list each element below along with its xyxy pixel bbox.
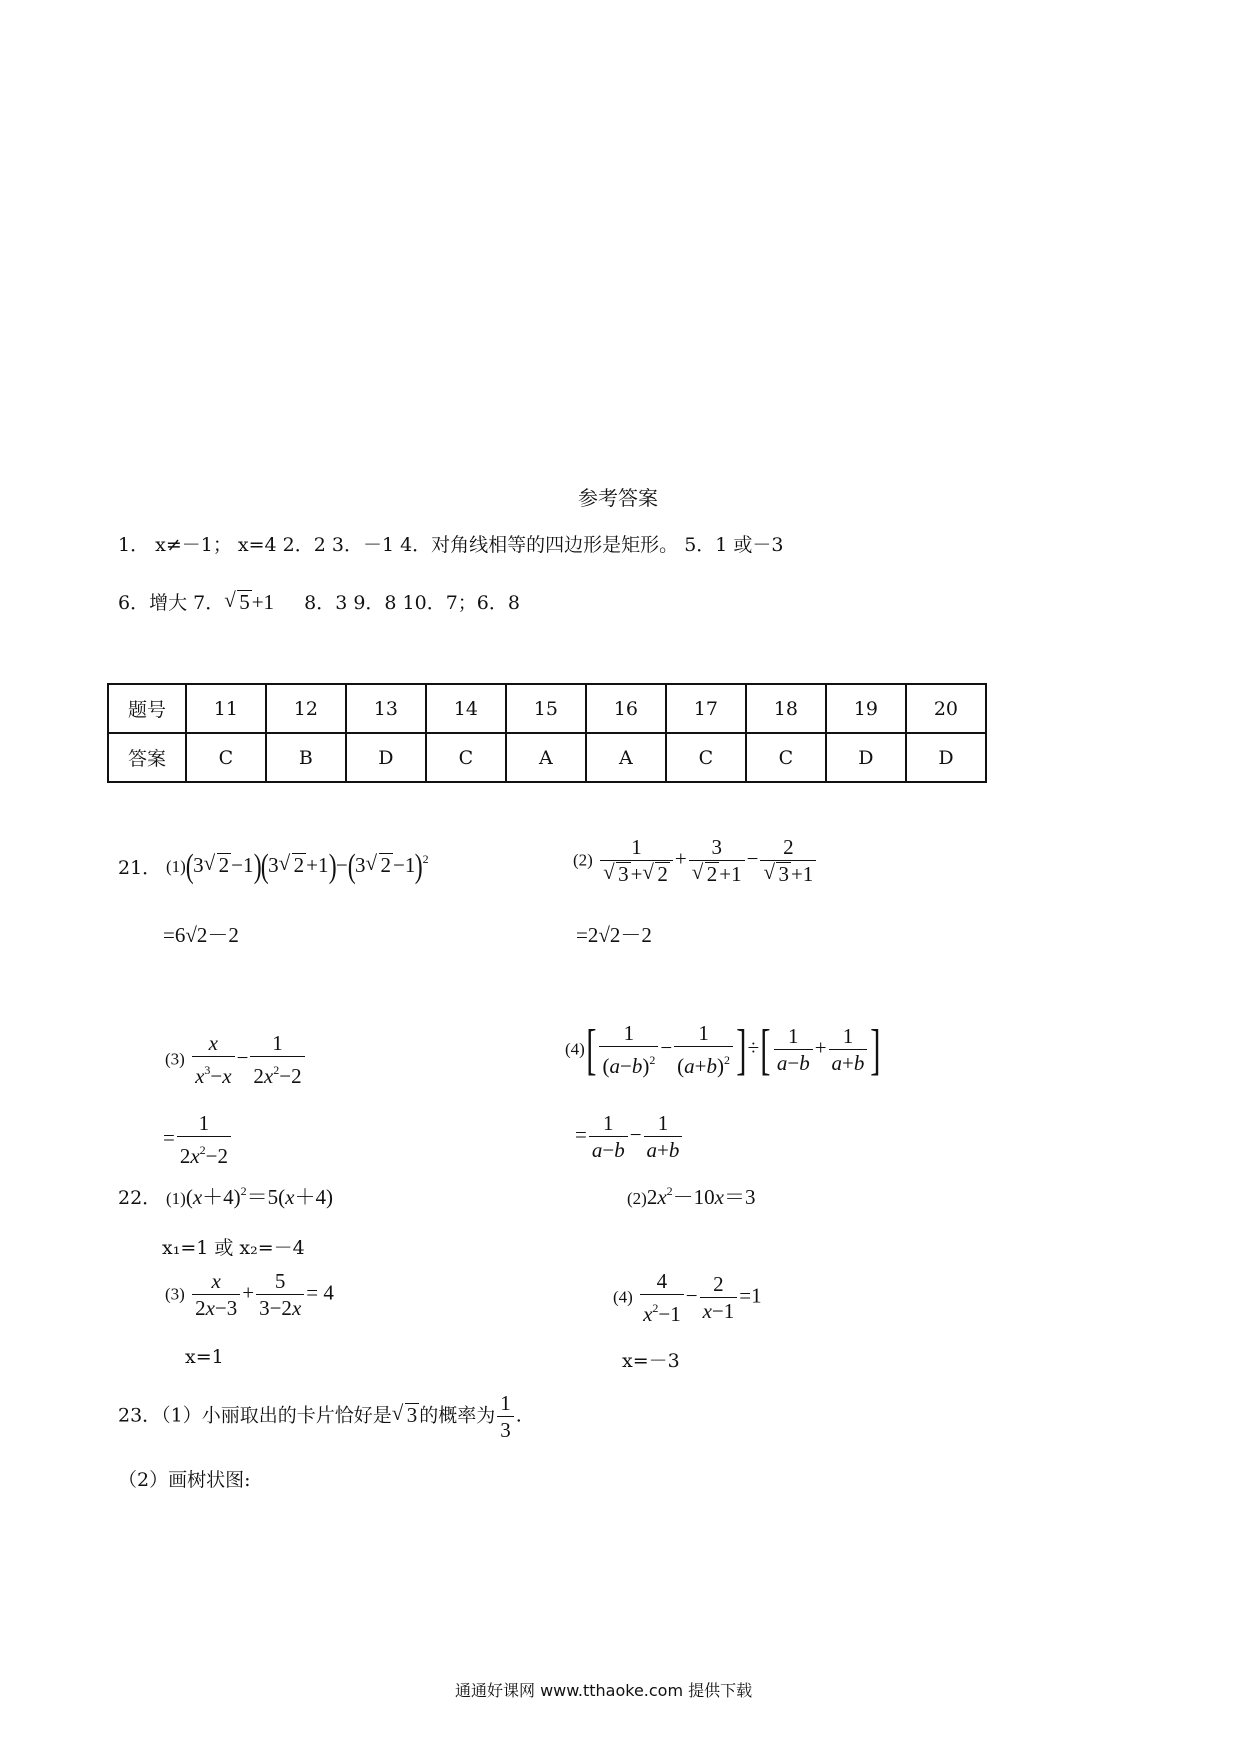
table-cell: 12	[266, 684, 346, 733]
table-cell: 19	[826, 684, 906, 733]
q22-part3-label: (3)	[165, 1284, 185, 1304]
q21-part1-result: =6√2－2	[163, 923, 239, 947]
table-cell: B	[266, 733, 346, 782]
q22-part2-equation: $(2)2x^2-10x=3$	[627, 1184, 756, 1209]
table-cell: D	[906, 733, 986, 782]
table-cell: 14	[426, 684, 506, 733]
table-cell: 17	[666, 684, 746, 733]
q21-part3-result: = $\frac{1}{2x^2-2}$	[163, 1110, 233, 1169]
table-cell: 11	[186, 684, 266, 733]
table-header-label: 题号	[108, 684, 186, 733]
q22-part2-label: (2)	[627, 1189, 647, 1208]
q22-part4-answer: x=－3	[622, 1350, 680, 1372]
fill-in-answers-line-1: 1． x≠－1； x=4 2．2 3．－1 4．对角线相等的四边形是矩形。 5．1 或－3	[118, 534, 784, 556]
probability-numerator: 1	[500, 1391, 511, 1415]
q21-part2-expression: (2) 1 √ 3+ √ 2 + 3 √ 2+1 − 2 √ 3+1	[573, 834, 818, 887]
q21-part2-label: (2)	[573, 850, 593, 870]
answer-table	[107, 683, 987, 783]
q23-line-1: 23．（1）小丽取出的卡片恰好是 √ 3 的概率为 $\frac{1}{3}$ .	[118, 1391, 522, 1442]
table-cell: C	[426, 733, 506, 782]
fill-in-line-2-start: 6．增大 7．	[118, 592, 225, 614]
q23-line-1-mid: 的概率为	[419, 1404, 496, 1427]
table-cell: 20	[906, 684, 986, 733]
q22-part1-equation: $(1)(x+4)^2=5(x+4)$	[166, 1184, 333, 1209]
q23-line-2: （2）画树状图:	[118, 1469, 251, 1491]
table-cell: 13	[346, 684, 426, 733]
q21-part4-expression: (4)[ $\frac{1}{(a-b)^2}$ − $\frac{1}{(a+b)^2}$ ]÷[ $\frac{1}{a-b}$ + $\frac{1}{a+b}$ ]	[565, 1018, 881, 1081]
q23-line-1-start: 23．（1）小丽取出的卡片恰好是	[118, 1404, 392, 1427]
table-answer-label: 答案	[108, 733, 186, 782]
q22-part1-label: (1)	[166, 1189, 186, 1208]
table-cell: A	[586, 733, 666, 782]
fill-in-answers-line-2: 6．增大 7． √ 5+1 8．3 9．8 10．7；6．8	[118, 588, 520, 614]
footer-credit: 通通好课网 www.tthaoke.com 提供下载	[455, 1681, 753, 1700]
table-cell: 15	[506, 684, 586, 733]
table-cell: A	[506, 733, 586, 782]
q22-label: 22．	[118, 1187, 162, 1209]
table-cell: C	[186, 733, 266, 782]
table-cell: D	[346, 733, 426, 782]
q22-part1-answer: x₁=1 或 x₂=－4	[162, 1237, 305, 1259]
sqrt-three: 3	[406, 1402, 418, 1427]
page-title: 参考答案	[578, 486, 658, 510]
table-cell: C	[666, 733, 746, 782]
q21-part2-result: =2√2－2	[576, 923, 652, 947]
q21-part3-expression: (3) $\frac{x}{x^3-x}$ − $\frac{1}{2x^2-2}$	[165, 1030, 307, 1089]
q21-part4-result: = $\frac{1}{a-b}$ − $\frac{1}{a+b}$	[575, 1110, 684, 1163]
q21-part1-label: (1)	[166, 856, 186, 876]
table-cell: 18	[746, 684, 826, 733]
probability-denominator: 3	[497, 1416, 514, 1443]
q22-part4-equation: (4) $\frac{4}{x^2-1}$ − $\frac{2}{x-1}$ =1	[613, 1269, 762, 1326]
table-row-answers	[108, 733, 986, 782]
q22-part3-answer: x=1	[185, 1346, 224, 1368]
q21-part1-expression: (1)(3 √ 2−1)(3 √ 2+1)−(3 √ 2−1)$^2$	[166, 848, 429, 885]
table-cell: 16	[586, 684, 666, 733]
table-cell: D	[826, 733, 906, 782]
fill-in-line-2-end: 8．3 9．8 10．7；6．8	[304, 592, 520, 614]
q22-part4-label: (4)	[613, 1287, 633, 1307]
table-cell: C	[746, 733, 826, 782]
sqrt-five: 5	[239, 590, 250, 614]
q21-label: 21．	[118, 857, 162, 879]
q22-part3-equation: (3) $\frac{x}{2x-3}$ + $\frac{5}{3-2x}$ = 4	[165, 1269, 334, 1320]
q21-part3-label: (3)	[165, 1049, 185, 1069]
q21-part4-label: (4)	[565, 1039, 585, 1059]
q23-period: .	[515, 1404, 522, 1427]
plus-one: +1	[251, 590, 275, 614]
table-row-numbers	[108, 684, 986, 733]
